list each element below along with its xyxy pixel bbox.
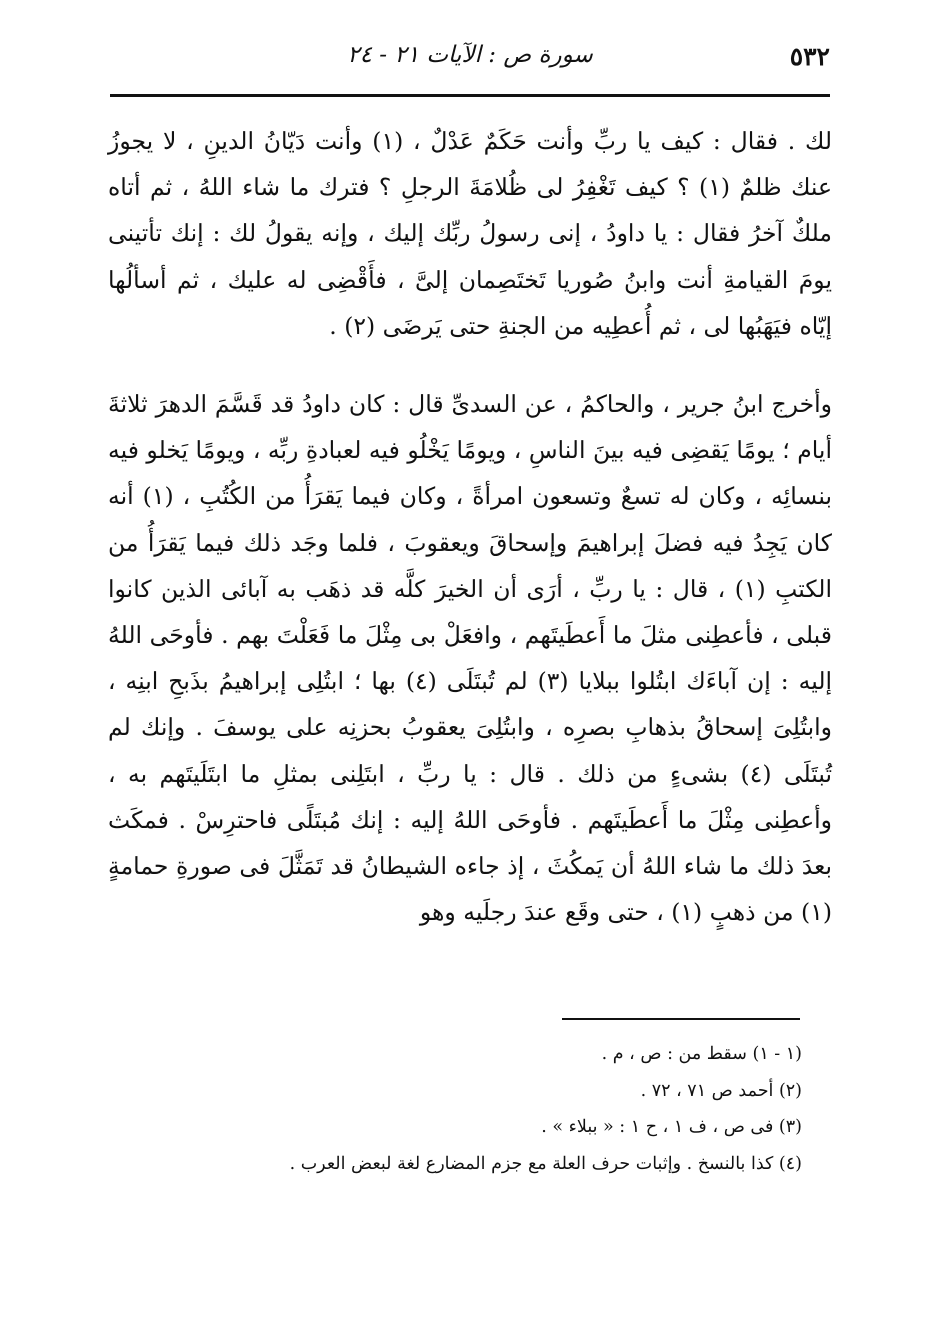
page-header: [110, 40, 830, 86]
main-text: [108, 118, 832, 935]
page-number: ٥٣٢: [789, 42, 830, 71]
footnotes: [110, 1036, 802, 1182]
footnote-rule: [562, 1018, 800, 1020]
footnote: (٣) فى ص ، ف ١ ، ح ١ : « ببلاء » .: [541, 1117, 802, 1137]
footnote: (٢) أحمد ص ٧١ ، ٧٢ .: [640, 1080, 802, 1101]
running-title: سورة ص : الآيات ٢١ - ٢٤: [347, 42, 593, 68]
paragraph: وأخرج ابنُ جرير ، والحاكمُ ، عن السدىِّ قال : كان داودُ قد قَسَّمَ الدهرَ ثلاثةَ أيام ؛ يومًا يَقضِى فيه بينَ الناسِ ، ويومًا يَخْلُو فيه لعبادةِ ربِّه ، ويومًا يَخلو فيه بنسائِه ، وكان له تسعٌ وتسعون امرأةً ، وكان فيما يَقرَأُ من الكُتُبِ ، (١) أنه كان يَجِدُ فيه فضلَ إبراهيمَ وإسحاقَ ويعقوبَ ، فلما وجَد ذلك فيما يَقرَأُ من الكتبِ (١) ، قال : يا ربِّ ، أرَى أن الخيرَ كلَّه قد ذهَب به آبائى الذين كانوا قبلى ، فأعطِنى مثلَ ما أَعطَيتَهم ، وافعَلْ بى مِثْلَ ما فَعَلْتَ بهم . فأوحَى اللهُ إليه : إن آباءَك ابتُلوا ببلايا (٣) لم تُبتَلَى (٤) بها ؛ ابتُلِى إبراهيمُ بذَبحِ ابنِه ، وابتُلِىَ إسحاقُ بذهابِ بصرِه ، وابتُلِىَ يعقوبُ بحزنِه على يوسفَ . وإنك لم تُبتَلَى (٤) بشىءٍ من ذلك . قال : يا ربِّ ، ابتَلِنى بمثلِ ما ابتَلَيتَهم به ، وأعطِنى مِثْلَ ما أَعطَيتَهم . فأوحَى اللهُ إليه : إنك مُبتَلًى فاحترِسْ . فمكَث بعدَ ذلك ما شاء اللهُ أن يَمكُثَ ، إذ جاءه الشيطانُ قد تَمَثَّلَ فى صورةِ حمامةٍ (١) من ذهبٍ (١) ، حتى وقَع عندَ رجلَيه وهو: [108, 390, 833, 927]
paragraph: لك . فقال : كيف يا ربِّ وأنت حَكَمٌ عَدْلٌ ، (١) وأنت دَيّانُ الدينِ ، لا يجوزُ عنك ظلمٌ (١) ؟ كيف تَغْفِرُ لى ظُلامَةَ الرجلِ ؟ فترك ما شاء اللهُ ، ثم أتاه ملكٌ آخرُ فقال : يا داودُ ، إنى رسولُ ربِّك إليك ، وإنه يقولُ لك : إنك تأتينى يومَ القيامةِ أنت وابنُ صُوريا تَختَصِمان إلىَّ ، فأَقْضِى له عليك ، ثم أسألُها إيّاه فيَهَبُها لى ، ثم أُعطِيه من الجنةِ حتى يَرضَى (٢) .: [108, 127, 832, 340]
footnote: (٤) كذا بالنسخ . وإثبات حرف العلة مع جزم المضارع لغة لبعض العرب .: [289, 1153, 802, 1174]
footnote: (١ - ١) سقط من : ص ، م .: [601, 1044, 802, 1064]
header-rule: [110, 94, 830, 97]
